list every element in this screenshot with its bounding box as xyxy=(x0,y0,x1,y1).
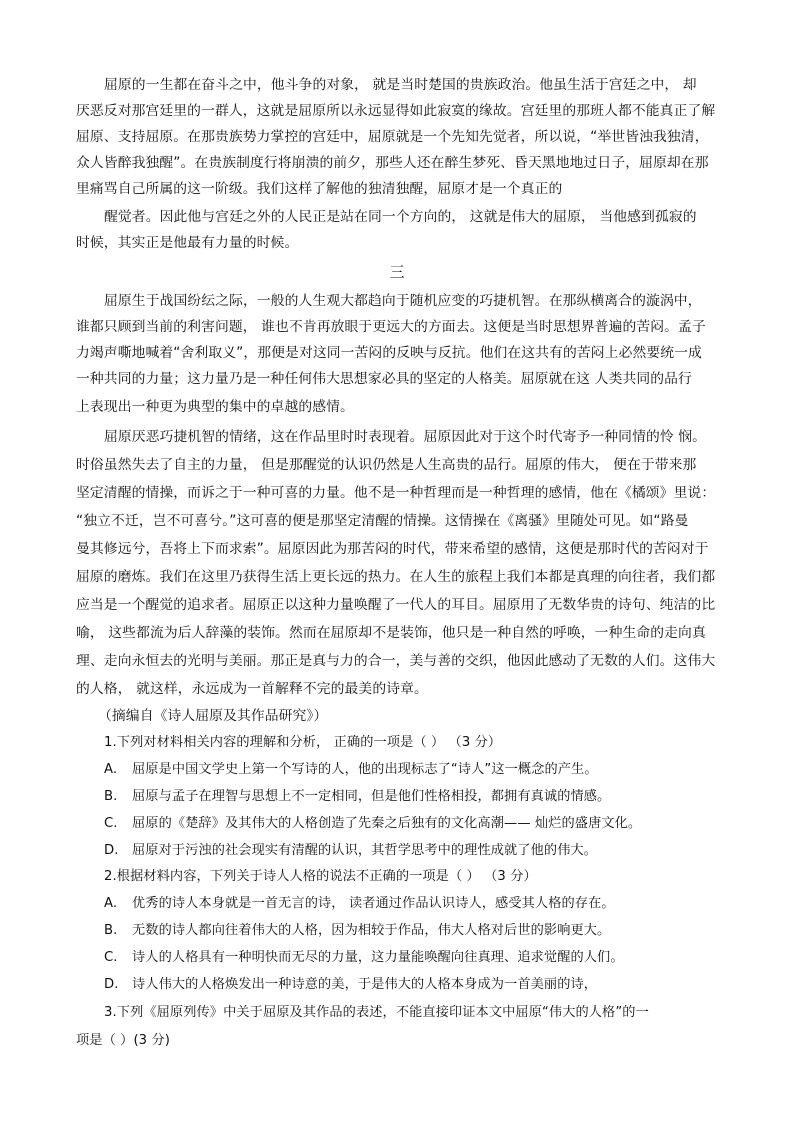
paragraph-3-line-4: 一种共同的力量；这力量乃是一种任何伟大思想家必具的坚定的人格美。屈原就在这 人类共同的品行 xyxy=(76,371,692,387)
option-label: B. xyxy=(104,789,118,804)
option-label: A. xyxy=(104,896,118,911)
question-2-option-b xyxy=(104,922,752,940)
question-2-option-c xyxy=(104,949,752,967)
paragraph-4-line-9: 理、走向永恒去的光明与美丽。那正是真与力的合一，美与善的交织，他因此感动了无数的人们。这伟大 xyxy=(76,653,716,669)
paragraph-3-line-1: 屈原生于战国纷纭之际，一般的人生观大都趋向于随机应变的巧捷机智。在那纵横离合的漩涡中， xyxy=(104,293,702,309)
paragraph-4-line-7: 应当是一个醒觉的追求者。屈原正以这种力量唤醒了一代人的耳目。屈原用了无数华贵的诗句、纯洁的比 xyxy=(76,597,716,613)
option-text: 屈原的《楚辞》及其伟大的人格创造了先秦之后独有的文化高潮—— 灿烂的盛唐文化。 xyxy=(132,816,642,831)
paragraph-1-line-1: 屈原的一生都在奋斗之中，他斗争的对象， 就是当时楚国的贵族政治。他虽生活于宫廷之中， 却 xyxy=(104,77,697,93)
paragraph-1-line-3: 屈原、支持屈原。在那贵族势力掌控的宫廷中，屈原就是一个先知先觉者，所以说，“举世皆浊我独清， xyxy=(76,129,709,145)
option-label: A. xyxy=(104,762,118,777)
paragraph-3-line-2: 谁都只顾到当前的利害问题， 谁也不肯再放眼于更远大的方面去。这便是当时思想界普遍的苦闷。孟子 xyxy=(76,319,706,335)
option-text: 诗人伟大的人格焕发出一种诗意的美，于是伟大的人格本身成为一首美丽的诗， xyxy=(132,977,598,992)
paragraph-4-line-5: 曼其修远兮，吾将上下而求索”。屈原因此为那苦闷的时代，带来希望的感情，这便是那时代的苦闷对于 xyxy=(76,541,709,557)
question-3-stem-line-1: 3.下列《屈原列传》中关于屈原及其作品的表述，不能直接印证本文中屈原“伟大的人格”的一 xyxy=(104,1005,649,1020)
paragraph-3-line-3: 力竭声嘶地喊着“舍利取义”，那便是对这同一苦闷的反映与反抗。他们在这共有的苦闷上必然要统一成 xyxy=(76,345,702,361)
option-text: 屈原是中国文学史上第一个写诗的人，他的出现标志了“诗人”这一概念的产生。 xyxy=(132,762,598,777)
question-1-stem: 1.下列对材料相关内容的理解和分析， 正确的一项是（ ） （3 分） xyxy=(104,735,502,750)
option-label: D. xyxy=(104,977,119,992)
option-label: C. xyxy=(104,816,118,831)
option-text: 屈原与孟子在理智与思想上不一定相同，但是他们性格相投，都拥有真诚的情感。 xyxy=(132,789,611,804)
question-1-option-d xyxy=(104,842,752,860)
paragraph-4-line-8: 喻， 这些都流为后人辞藻的装饰。然而在屈原却不是装饰，他只是一种自然的呼唤，一种生命的走向真 xyxy=(76,625,706,641)
paragraph-2-line-2: 时候，其实正是他最有力量的时候。 xyxy=(76,235,299,251)
option-label: B. xyxy=(104,923,118,938)
question-3-stem-line-2: 项是（ ）(3 分) xyxy=(76,1033,171,1048)
paragraph-4-line-6: 屈原的磨炼。我们在这里乃获得生活上更长远的热力。在人生的旅程上我们本都是真理的向往者，我们都 xyxy=(76,569,716,585)
question-2-option-d xyxy=(104,976,752,994)
question-2-option-a xyxy=(104,895,752,913)
paragraph-1-line-2: 厌恶反对那宫廷里的一群人，这就是屈原所以永远显得如此寂寞的缘故。宫廷里的那班人都不能真正了解 xyxy=(76,103,716,119)
paragraph-1-line-5: 里痛骂自己所属的这一阶级。我们这样了解他的独清独醒，屈原才是一个真正的 xyxy=(76,181,563,197)
paragraph-3-line-5: 上表现出一种更为典型的集中的卓越的感情。 xyxy=(76,399,354,415)
paragraph-4-line-4: “独立不迁，岂不可喜兮。”这可喜的便是那坚定清醒的情操。这情操在《离骚》里随处可见。如“路曼 xyxy=(76,513,689,529)
question-1-option-a xyxy=(104,761,752,779)
option-text: 屈原对于污浊的社会现实有清醒的认识，其哲学思考中的理性成就了他的伟大。 xyxy=(132,843,598,858)
option-text: 无数的诗人都向往着伟大的人格，因为相较于作品，伟大人格对后世的影响更大。 xyxy=(132,923,611,938)
paragraph-4-line-3: 坚定清醒的情操，而诉之于一种可喜的力量。他不是一种哲理而是一种哲理的感情，他在《橘颂》里说： xyxy=(76,485,716,501)
paragraph-1-line-4: 众人皆醉我独醒”。在贵族制度行将崩溃的前夕，那些人还在醉生梦死、昏天黑地地过日子，屈原却在那 xyxy=(76,155,709,171)
option-text: 诗人的人格具有一种明快而无尽的力量，这力量能唤醒向往真理、追求觉醒的人们。 xyxy=(132,950,624,965)
question-2-stem: 2.根据材料内容，下列关于诗人人格的说法不正确的一项是（ ） （3 分） xyxy=(104,869,537,884)
option-label: C. xyxy=(104,950,118,965)
paragraph-4-line-1: 屈原厌恶巧捷机智的情绪，这在作品里时时表现着。屈原因此对于这个时代寄予一种同情的怜 悯。 xyxy=(104,429,707,445)
option-label: D. xyxy=(104,843,119,858)
question-1-option-c xyxy=(104,815,752,833)
paragraph-4-line-2: 时俗虽然失去了自主的力量， 但是那醒觉的认识仍然是人生高贵的品行。屈原的伟大， 便在于带来那 xyxy=(76,457,697,473)
source-citation: （摘编自《诗人屈原及其作品研究》） xyxy=(98,708,328,724)
paragraph-4-line-10: 的人格， 就这样，永远成为一首解释不完的最美的诗章。 xyxy=(76,681,428,697)
question-1-option-b xyxy=(104,788,752,806)
option-text: 优秀的诗人本身就是一首无言的诗， 读者通过作品认识诗人，感受其人格的存在。 xyxy=(132,896,615,911)
paragraph-2-line-1: 醒觉者。因此他与宫廷之外的人民正是站在同一个方向的， 这就是伟大的屈原， 当他感到孤寂的 xyxy=(104,209,697,225)
section-heading: 三 xyxy=(389,263,405,281)
